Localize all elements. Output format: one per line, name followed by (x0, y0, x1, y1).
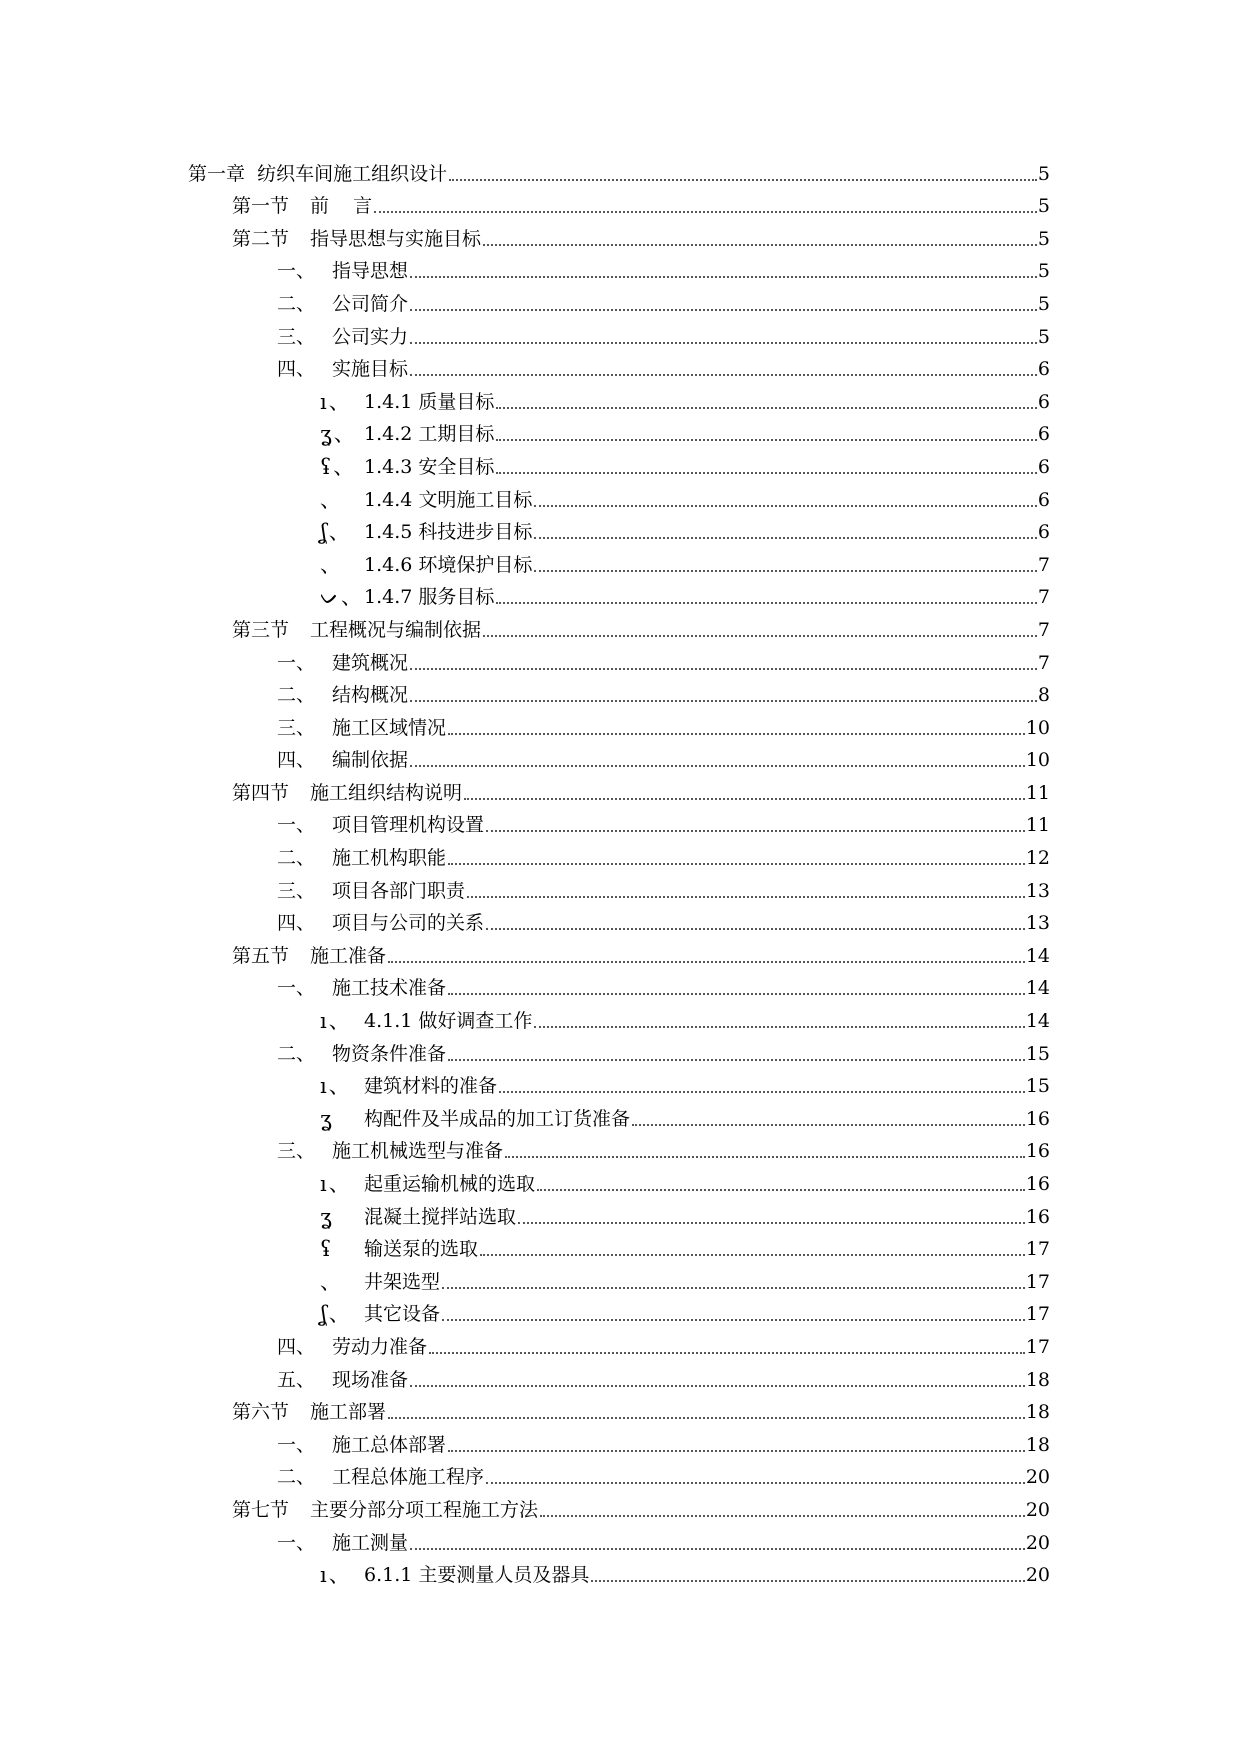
toc-entry-number: ʓ (320, 1204, 334, 1229)
toc-entry-number: ı、 (320, 389, 352, 414)
toc-entry-title: 1.4.4 文明施工目标 (364, 488, 533, 511)
toc-entry-link[interactable] (277, 260, 1050, 282)
dot-leader (464, 798, 1025, 800)
toc-entry-number: 二、 (277, 847, 316, 870)
toc-entry-link[interactable] (277, 1369, 1050, 1391)
toc-entry-link[interactable] (188, 163, 1050, 185)
dot-leader (448, 1059, 1025, 1061)
toc-entry (0, 1456, 1241, 1489)
toc-entry-page-number: 6 (1037, 455, 1050, 478)
toc-entry-link[interactable] (277, 880, 1050, 902)
toc-entry-title: 施工技术准备 (332, 977, 447, 1000)
toc-entry-title: 指导思想与实施目标 (310, 227, 482, 250)
toc-entry (0, 1293, 1241, 1326)
dot-leader (486, 928, 1025, 930)
toc-entry-page-number: 5 (1037, 195, 1050, 218)
dot-leader (496, 602, 1037, 604)
dot-leader (537, 1189, 1025, 1191)
dot-leader (448, 993, 1025, 995)
toc-entry-title: 1.4.1 质量目标 (364, 390, 495, 413)
toc-entry-number: 二、 (277, 684, 316, 707)
toc-entry-number: 二、 (277, 1466, 316, 1489)
dot-leader (534, 537, 1037, 539)
toc-entry-title: 物资条件准备 (332, 1042, 447, 1065)
toc-entry-page-number: 17 (1025, 1303, 1050, 1326)
toc-entry-title: 4.1.1 做好调查工作 (364, 1010, 533, 1033)
toc-entry-link[interactable] (320, 1564, 1050, 1586)
toc-entry-title: 1.4.3 安全目标 (364, 455, 495, 478)
toc-entry (0, 445, 1241, 478)
toc-entry-number: 四、 (277, 749, 316, 772)
dot-leader (499, 1091, 1025, 1093)
dot-leader (518, 1222, 1025, 1224)
toc-entry-page-number: 17 (1025, 1335, 1050, 1358)
toc-entry-page-number: 18 (1025, 1433, 1050, 1456)
dot-leader (467, 896, 1025, 898)
dot-leader (496, 439, 1037, 441)
toc-entry-number: ʢ、 (320, 454, 357, 479)
toc-entry-number: 五、 (277, 1368, 316, 1391)
toc-entry-link[interactable] (277, 1434, 1050, 1456)
dot-leader (534, 570, 1037, 572)
toc-entry-number: 一、 (277, 1531, 316, 1554)
toc-entry-link[interactable] (277, 814, 1050, 836)
toc-entry-link[interactable] (232, 945, 1050, 967)
toc-entry-page-number: 5 (1037, 292, 1050, 315)
dot-leader (496, 472, 1037, 474)
toc-entry-link[interactable] (232, 228, 1050, 250)
toc-entry-number: 三、 (277, 879, 316, 902)
dot-leader (410, 374, 1037, 376)
dot-leader (534, 1026, 1024, 1028)
toc-entry (0, 348, 1241, 381)
toc-entry-page-number: 7 (1037, 651, 1050, 674)
toc-entry-page-number: 8 (1037, 684, 1050, 707)
toc-entry-number: ʆ、 (320, 520, 352, 545)
toc-entry-number: ʆ、 (320, 1302, 352, 1327)
dot-leader (410, 1548, 1025, 1550)
toc-entry-page-number: 16 (1025, 1173, 1050, 1195)
toc-entry (0, 641, 1241, 674)
toc-entry-number: 第三节 (232, 618, 302, 641)
toc-entry-number: 一、 (277, 977, 316, 1000)
toc-entry (0, 999, 1241, 1032)
toc-entry-link[interactable] (277, 1043, 1050, 1065)
toc-entry-page-number: 5 (1037, 260, 1050, 283)
toc-entry-link[interactable] (277, 1532, 1050, 1554)
toc-entry-number: 、 (320, 1269, 343, 1294)
toc-entry-title: 编制依据 (332, 749, 409, 772)
dot-leader (410, 276, 1037, 278)
toc-entry-title: 施工部署 (310, 1401, 387, 1424)
toc-entry-title: 其它设备 (364, 1303, 441, 1326)
toc-entry-page-number: 20 (1025, 1564, 1050, 1587)
toc-entry-link[interactable] (320, 489, 1050, 511)
dot-leader (591, 1580, 1024, 1582)
toc-entry-title: 输送泵的选取 (364, 1238, 479, 1261)
toc-entry-link[interactable] (232, 619, 1050, 641)
dot-leader (486, 1482, 1025, 1484)
toc-entry-title: 劳动力准备 (332, 1335, 428, 1358)
toc-entry-number: ʓ (320, 1106, 334, 1131)
toc-entry-page-number: 5 (1037, 162, 1050, 185)
dot-leader (410, 309, 1037, 311)
dot-leader (388, 961, 1025, 963)
toc-entry-number: ᨆ、 (320, 585, 364, 610)
toc-entry-number: 第七节 (232, 1498, 302, 1521)
dot-leader (632, 1124, 1025, 1126)
dot-leader (496, 407, 1037, 409)
toc-entry (0, 1391, 1241, 1424)
toc-entry-number: ı、 (320, 1009, 352, 1034)
toc-entry (0, 902, 1241, 935)
toc-entry (0, 1260, 1241, 1293)
toc-entry-title: 施工测量 (332, 1531, 409, 1554)
toc-entry-number: 一、 (277, 814, 316, 837)
toc-entry-page-number: 14 (1025, 944, 1050, 967)
toc-entry (0, 1521, 1241, 1554)
toc-entry-title: 主要分部分项工程施工方法 (310, 1498, 539, 1521)
dot-leader (448, 1450, 1025, 1452)
toc-entry-page-number: 15 (1025, 1075, 1050, 1098)
toc-entry-title: 施工组织结构说明 (310, 781, 463, 804)
toc-entry (0, 1554, 1241, 1587)
toc-entry-page-number: 12 (1025, 847, 1050, 870)
toc-entry-page-number: 11 (1025, 814, 1050, 837)
dot-leader (448, 863, 1025, 865)
toc-entry-title: 前 言 (310, 195, 373, 218)
toc-entry-page-number: 13 (1025, 879, 1050, 902)
toc-entry (0, 706, 1241, 739)
toc-entry-link[interactable] (277, 1466, 1050, 1488)
toc-entry-title: 1.4.5 科技进步目标 (364, 521, 533, 544)
toc-entry-link[interactable] (232, 1499, 1050, 1521)
dot-leader (449, 179, 1037, 181)
dot-leader (505, 1156, 1025, 1158)
toc-entry (0, 836, 1241, 869)
toc-entry-number: 一、 (277, 1433, 316, 1456)
toc-entry (0, 1325, 1241, 1358)
toc-entry-number: 第六节 (232, 1401, 302, 1424)
toc-entry (0, 315, 1241, 348)
toc-entry-title: 公司简介 (332, 292, 409, 315)
toc-entry-title: 施工机构职能 (332, 847, 447, 870)
toc-entry (0, 282, 1241, 315)
toc-entry-link[interactable] (320, 1010, 1050, 1032)
toc-entry-title: 1.4.7 服务目标 (364, 586, 495, 609)
toc-entry-title: 建筑材料的准备 (364, 1075, 498, 1098)
dot-leader (410, 765, 1025, 767)
toc-entry-number: 三、 (277, 325, 316, 348)
toc-entry (0, 543, 1241, 576)
dot-leader (483, 244, 1037, 246)
toc-entry-title: 工程总体施工程序 (332, 1466, 485, 1489)
toc-entry-page-number: 16 (1025, 1140, 1050, 1163)
toc-entry (0, 1358, 1241, 1391)
toc-entry (0, 1228, 1241, 1261)
toc-entry-number: 三、 (277, 716, 316, 739)
toc-entry (0, 869, 1241, 902)
toc-entry (0, 1423, 1241, 1456)
toc-entry-title: 起重运输机械的选取 (364, 1173, 536, 1195)
dot-leader (410, 1385, 1025, 1387)
toc-entry-page-number: 13 (1025, 912, 1050, 935)
toc-entry-number: 第四节 (232, 781, 302, 804)
toc-entry (0, 739, 1241, 772)
toc-entry-link[interactable] (277, 717, 1050, 739)
toc-entry-title: 井架选型 (364, 1270, 441, 1293)
toc-entry-number: ı、 (320, 1074, 352, 1099)
toc-entry (0, 1065, 1241, 1098)
toc-entry-link[interactable] (277, 293, 1050, 315)
dot-leader (388, 1417, 1025, 1419)
toc-entry-page-number: 16 (1025, 1107, 1050, 1130)
toc-entry-title: 6.1.1 主要测量人员及器具 (364, 1564, 590, 1587)
toc-entry-link[interactable] (232, 195, 1050, 217)
toc-entry-number: 四、 (277, 912, 316, 935)
toc-entry-link[interactable] (320, 521, 1050, 543)
toc-entry-link[interactable] (320, 1271, 1050, 1293)
toc-entry-number: 第二节 (232, 227, 302, 250)
toc-entry-link[interactable] (277, 358, 1050, 380)
toc-entry-number: 第一节 (232, 195, 302, 218)
dot-leader (442, 1287, 1025, 1289)
dot-leader (410, 668, 1037, 670)
toc-entry-page-number: 14 (1025, 1010, 1050, 1033)
toc-entry-link[interactable] (277, 1140, 1050, 1162)
toc-entry-page-number: 10 (1025, 749, 1050, 772)
toc-entry-page-number: 17 (1025, 1270, 1050, 1293)
toc-entry-number: 三、 (277, 1140, 316, 1163)
dot-leader (534, 505, 1037, 507)
toc-entry-title: 实施目标 (332, 358, 409, 381)
toc-entry-number: 四、 (277, 358, 316, 381)
toc-entry-page-number: 16 (1025, 1205, 1050, 1228)
toc-entry (0, 934, 1241, 967)
toc-entry-link[interactable] (320, 554, 1050, 576)
dot-leader (410, 700, 1037, 702)
toc-entry-link[interactable] (320, 1173, 1050, 1195)
toc-entry-link[interactable] (232, 1401, 1050, 1423)
toc-entry-number: 一、 (277, 651, 316, 674)
toc-entry (0, 478, 1241, 511)
toc-entry-page-number: 20 (1025, 1498, 1050, 1521)
toc-entry (0, 250, 1241, 283)
toc-entry-page-number: 6 (1037, 423, 1050, 446)
toc-entry (0, 1162, 1241, 1195)
toc-entry-title: 施工准备 (310, 944, 387, 967)
toc-entry-title: 1.4.2 工期目标 (364, 423, 495, 446)
toc-entry-number: ı、 (320, 1172, 352, 1196)
toc-entry-title: 指导思想 (332, 260, 409, 283)
toc-entry-number: 二、 (277, 292, 316, 315)
toc-entry-page-number: 18 (1025, 1401, 1050, 1424)
toc-entry-title: 项目各部门职责 (332, 879, 466, 902)
toc-entry-link[interactable] (277, 912, 1050, 934)
toc-entry-link[interactable] (277, 749, 1050, 771)
toc-entry-page-number: 6 (1037, 521, 1050, 544)
toc-entry-title: 项目管理机构设置 (332, 814, 485, 837)
toc-entry-title: 构配件及半成品的加工订货准备 (364, 1107, 631, 1130)
toc-entry-page-number: 5 (1037, 227, 1050, 250)
toc-entry-link[interactable] (320, 1075, 1050, 1097)
toc-entry-link[interactable] (277, 847, 1050, 869)
toc-entry-page-number: 5 (1037, 325, 1050, 348)
toc-entry (0, 1097, 1241, 1130)
dot-leader (486, 830, 1025, 832)
toc-entry-link[interactable] (232, 782, 1050, 804)
toc-entry-link[interactable] (277, 326, 1050, 348)
toc-entry (0, 380, 1241, 413)
toc-entry-title: 项目与公司的关系 (332, 912, 485, 935)
toc-entry-page-number: 17 (1025, 1238, 1050, 1261)
toc-entry (0, 1488, 1241, 1521)
toc-entry-title: 施工机械选型与准备 (332, 1140, 504, 1163)
toc-entry-title: 现场准备 (332, 1368, 409, 1391)
toc-entry-title: 施工区域情况 (332, 716, 447, 739)
toc-entry-title: 1.4.6 环境保护目标 (364, 553, 533, 576)
dot-leader (374, 211, 1037, 213)
toc-entry-link[interactable] (320, 1238, 1050, 1260)
dot-leader (483, 635, 1037, 637)
toc-entry-page-number: 7 (1037, 586, 1050, 609)
toc-entry-title: 公司实力 (332, 325, 409, 348)
toc-entry-number: 、 (320, 487, 343, 512)
toc-entry (0, 152, 1241, 185)
toc-entry-page-number: 6 (1037, 390, 1050, 413)
toc-entry (0, 804, 1241, 837)
toc-entry-page-number: 10 (1025, 716, 1050, 739)
toc-entry-page-number: 14 (1025, 977, 1050, 1000)
toc-entry (0, 674, 1241, 707)
dot-leader (429, 1352, 1025, 1354)
toc-entry-number: 、 (320, 552, 343, 577)
dot-leader (442, 1319, 1025, 1321)
toc-entry (0, 1195, 1241, 1228)
toc-entry-number: ʓ、 (320, 422, 357, 447)
toc-entry-link[interactable] (320, 391, 1050, 413)
toc-entry-number: 二、 (277, 1042, 316, 1065)
toc-entry (0, 1130, 1241, 1163)
toc-entry-page-number: 7 (1037, 618, 1050, 641)
toc-entry-page-number: 6 (1037, 358, 1050, 381)
dot-leader (480, 1254, 1025, 1256)
toc-entry-page-number: 11 (1025, 781, 1050, 804)
toc-entry-link[interactable] (320, 586, 1050, 608)
toc-entry-number: 四、 (277, 1335, 316, 1358)
table-of-contents (0, 152, 1241, 1586)
toc-entry (0, 576, 1241, 609)
toc-entry (0, 608, 1241, 641)
toc-entry (0, 511, 1241, 544)
toc-entry-page-number: 15 (1025, 1042, 1050, 1065)
toc-entry-title: 纺织车间施工组织设计 (257, 162, 448, 185)
toc-entry-link[interactable] (277, 977, 1050, 999)
toc-entry-link[interactable] (277, 684, 1050, 706)
dot-leader (448, 733, 1025, 735)
toc-entry (0, 967, 1241, 1000)
toc-entry-link[interactable] (277, 652, 1050, 674)
toc-entry-link[interactable] (320, 1206, 1050, 1228)
toc-entry-number: 第一章 (188, 162, 258, 185)
toc-entry-page-number: 6 (1037, 488, 1050, 511)
toc-entry (0, 217, 1241, 250)
toc-entry (0, 1032, 1241, 1065)
toc-entry-page-number: 20 (1025, 1466, 1050, 1489)
dot-leader (540, 1515, 1025, 1517)
toc-entry-page-number: 20 (1025, 1531, 1050, 1554)
toc-entry-title: 工程概况与编制依据 (310, 618, 482, 641)
toc-entry (0, 413, 1241, 446)
toc-entry-number: 第五节 (232, 944, 302, 967)
toc-entry-link[interactable] (320, 1303, 1050, 1325)
toc-entry-page-number: 18 (1025, 1368, 1050, 1391)
toc-entry (0, 771, 1241, 804)
toc-entry-page-number: 7 (1037, 553, 1050, 576)
toc-entry-number: ʢ (320, 1237, 334, 1262)
toc-entry-link[interactable] (320, 456, 1050, 478)
toc-entry-title: 建筑概况 (332, 651, 409, 674)
toc-entry-title: 混凝土搅拌站选取 (364, 1205, 517, 1228)
toc-entry-number: 一、 (277, 260, 316, 283)
toc-entry-link[interactable] (277, 1336, 1050, 1358)
toc-entry-title: 结构概况 (332, 684, 409, 707)
dot-leader (410, 342, 1037, 344)
toc-entry-title: 施工总体部署 (332, 1433, 447, 1456)
toc-entry-link[interactable] (320, 423, 1050, 445)
toc-entry (0, 185, 1241, 218)
toc-entry-number: ı、 (320, 1563, 352, 1588)
toc-entry-link[interactable] (320, 1108, 1050, 1130)
